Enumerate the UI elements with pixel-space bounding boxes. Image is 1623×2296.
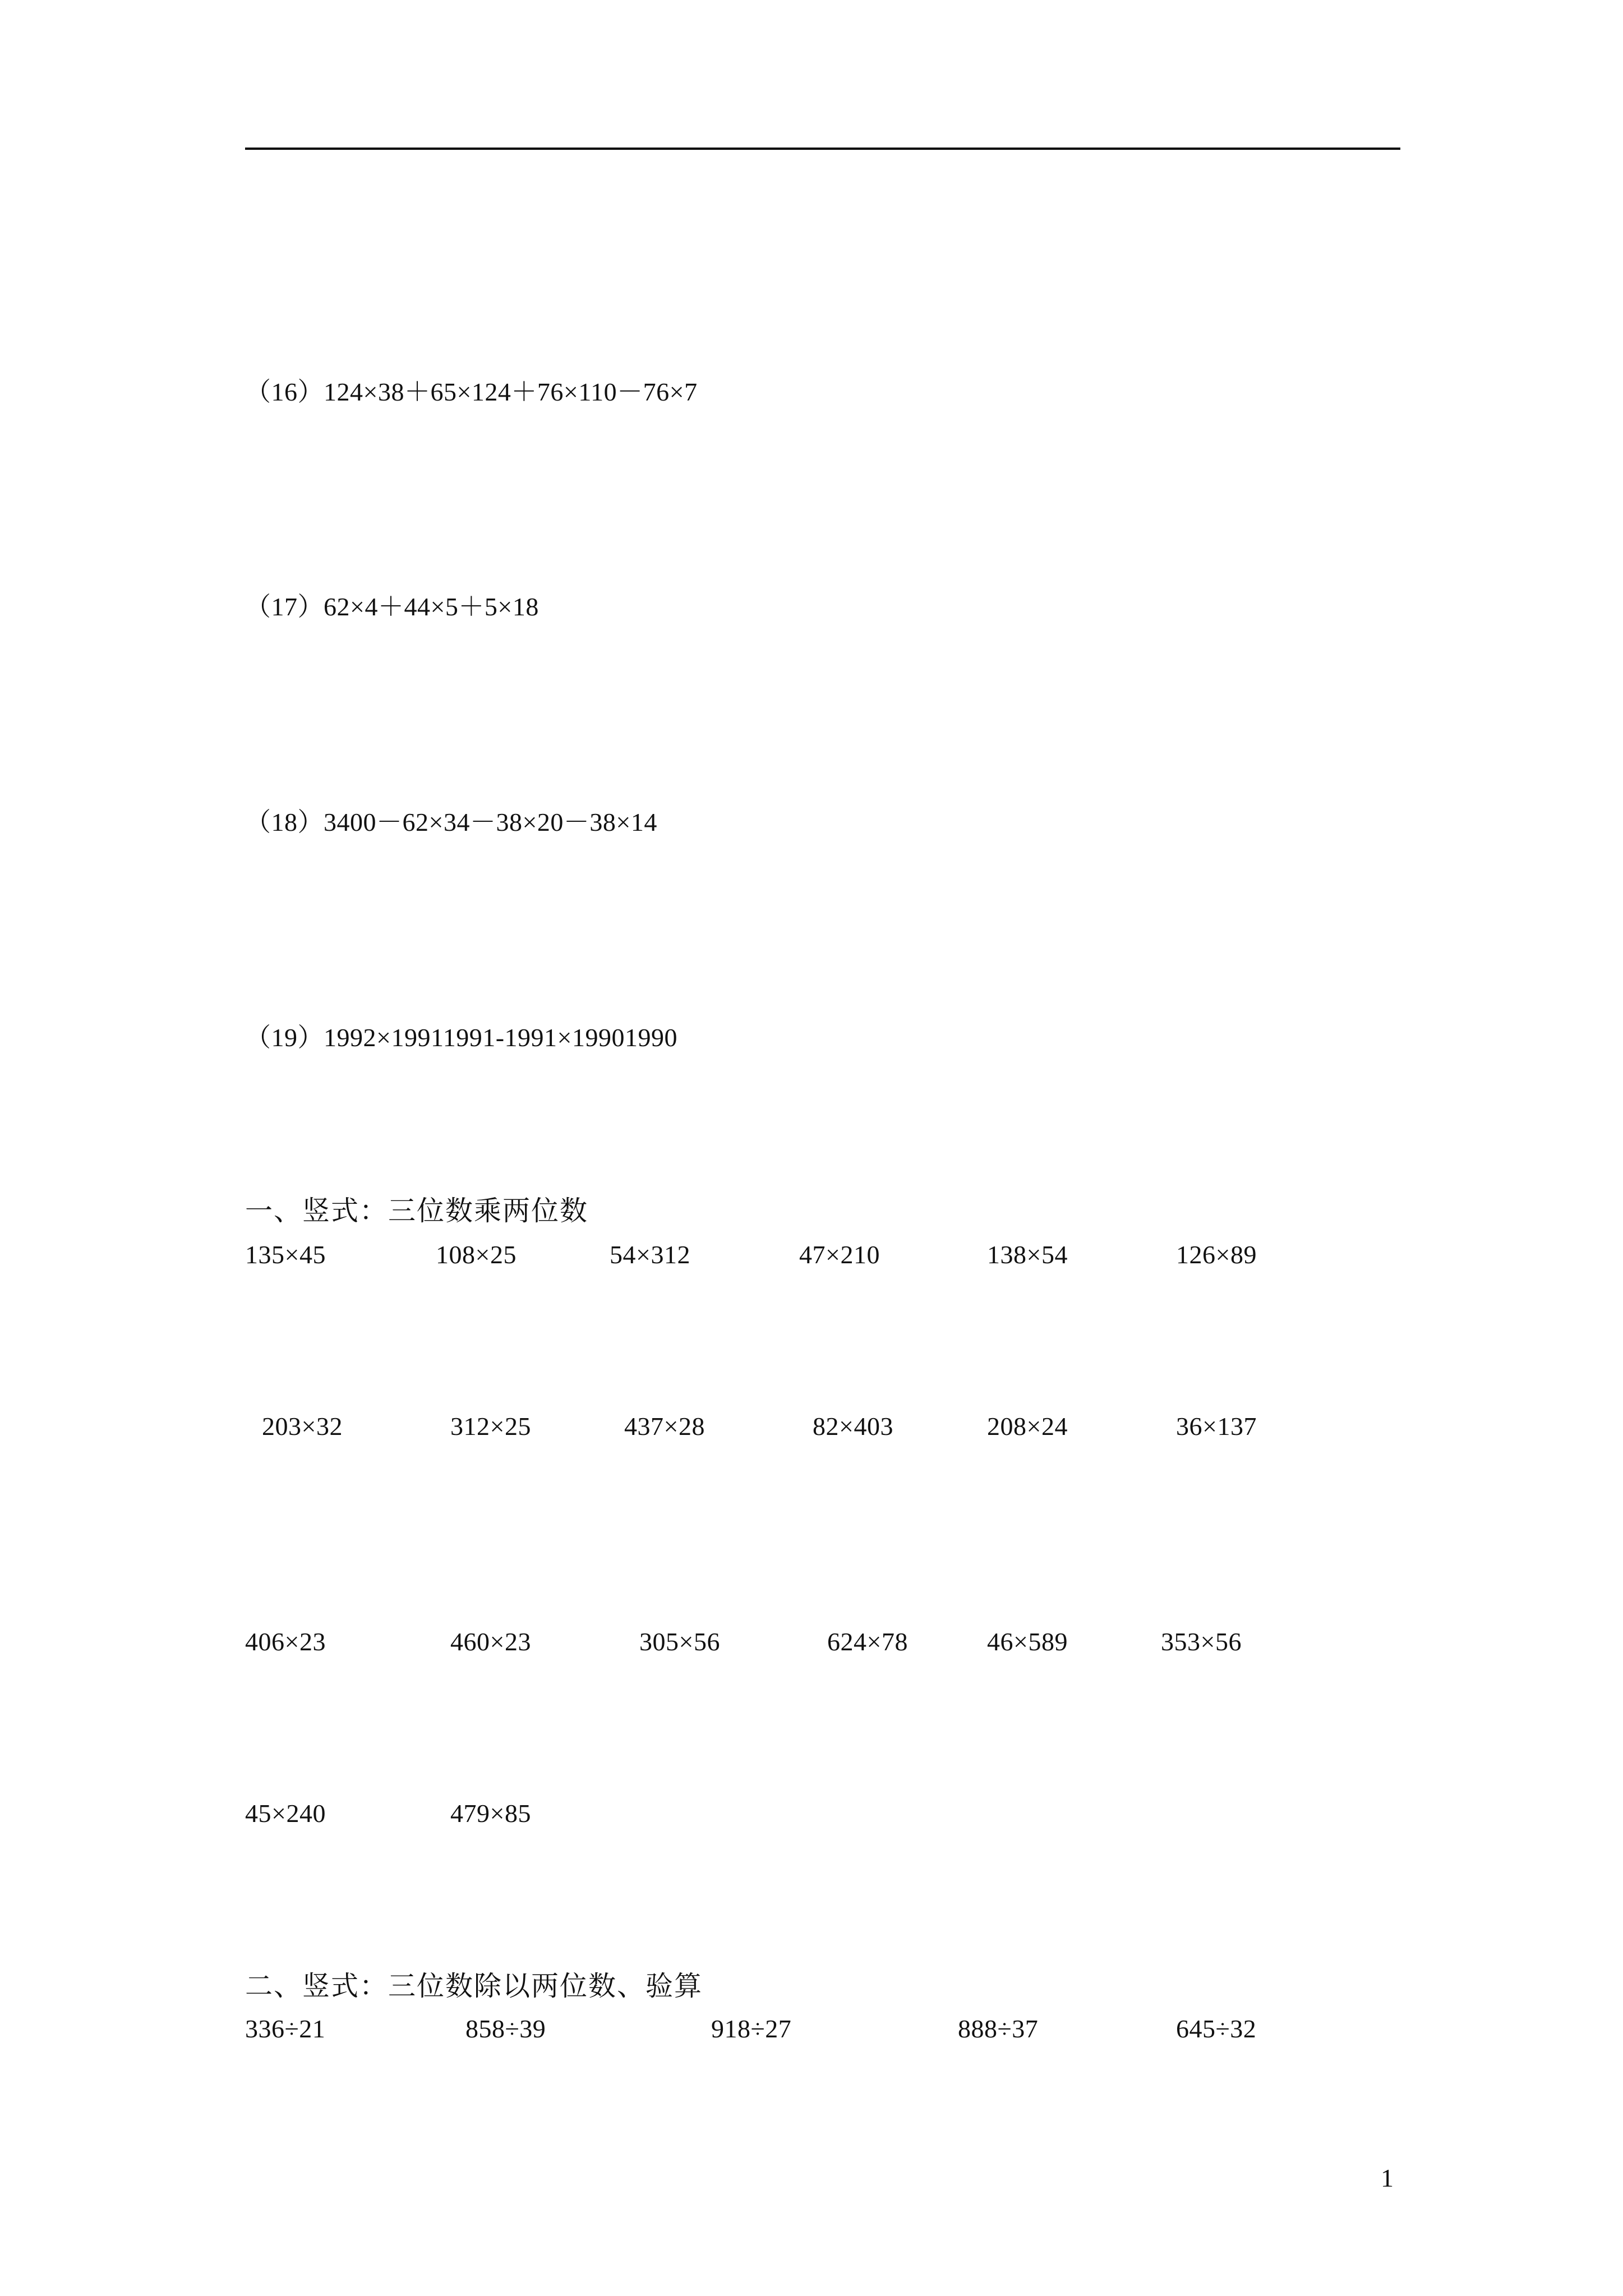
problem-expression: 124×38＋65×124＋76×110－76×7: [324, 378, 698, 406]
exercise-item: 406×23: [245, 1627, 326, 1656]
exercise-item: 312×25: [450, 1412, 531, 1441]
exercise-item: 47×210: [799, 1240, 880, 1269]
problem-label: （18）: [245, 808, 324, 836]
problem-19: [245, 1025, 677, 1051]
section-2-heading: 二、竖式：三位数除以两位数、验算: [245, 1971, 703, 2001]
exercise-item: 858÷39: [465, 2014, 546, 2043]
exercise-item: 82×403: [813, 1412, 893, 1441]
exercise-item: 45×240: [245, 1799, 326, 1828]
page-number: 1: [1381, 2164, 1394, 2192]
exercise-item: 305×56: [639, 1627, 720, 1656]
problem-16: [245, 379, 698, 405]
exercise-item: 918÷27: [711, 2014, 792, 2043]
exercise-item: 645÷32: [1176, 2014, 1257, 2043]
exercise-item: 479×85: [450, 1799, 531, 1828]
problem-label: （17）: [245, 592, 324, 621]
exercise-item: 208×24: [987, 1412, 1068, 1441]
exercise-item: 336÷21: [245, 2014, 326, 2043]
problem-label: （19）: [245, 1023, 324, 1052]
problem-expression: 1992×19911991-1991×19901990: [324, 1023, 677, 1052]
exercise-item: 108×25: [436, 1240, 517, 1269]
exercise-item: 46×589: [987, 1627, 1068, 1656]
exercise-item: 36×137: [1176, 1412, 1257, 1441]
exercise-item: 126×89: [1176, 1240, 1257, 1269]
problem-18: [245, 809, 657, 835]
problem-label: （16）: [245, 378, 324, 406]
section-1-heading: 一、竖式：三位数乘两位数: [245, 1195, 589, 1226]
problem-expression: 62×4＋44×5＋5×18: [324, 592, 539, 621]
exercise-item: 353×56: [1161, 1627, 1242, 1656]
problem-17: [245, 594, 539, 620]
header-rule: [245, 148, 1400, 150]
exercise-item: 437×28: [624, 1412, 705, 1441]
exercise-item: 54×312: [610, 1240, 690, 1269]
exercise-item: 624×78: [827, 1627, 908, 1656]
exercise-item: 888÷37: [958, 2014, 1039, 2043]
exercise-item: 203×32: [262, 1412, 343, 1441]
exercise-item: 460×23: [450, 1627, 531, 1656]
problem-expression: 3400－62×34－38×20－38×14: [324, 808, 657, 836]
exercise-item: 138×54: [987, 1240, 1068, 1269]
exercise-item: 135×45: [245, 1240, 326, 1269]
